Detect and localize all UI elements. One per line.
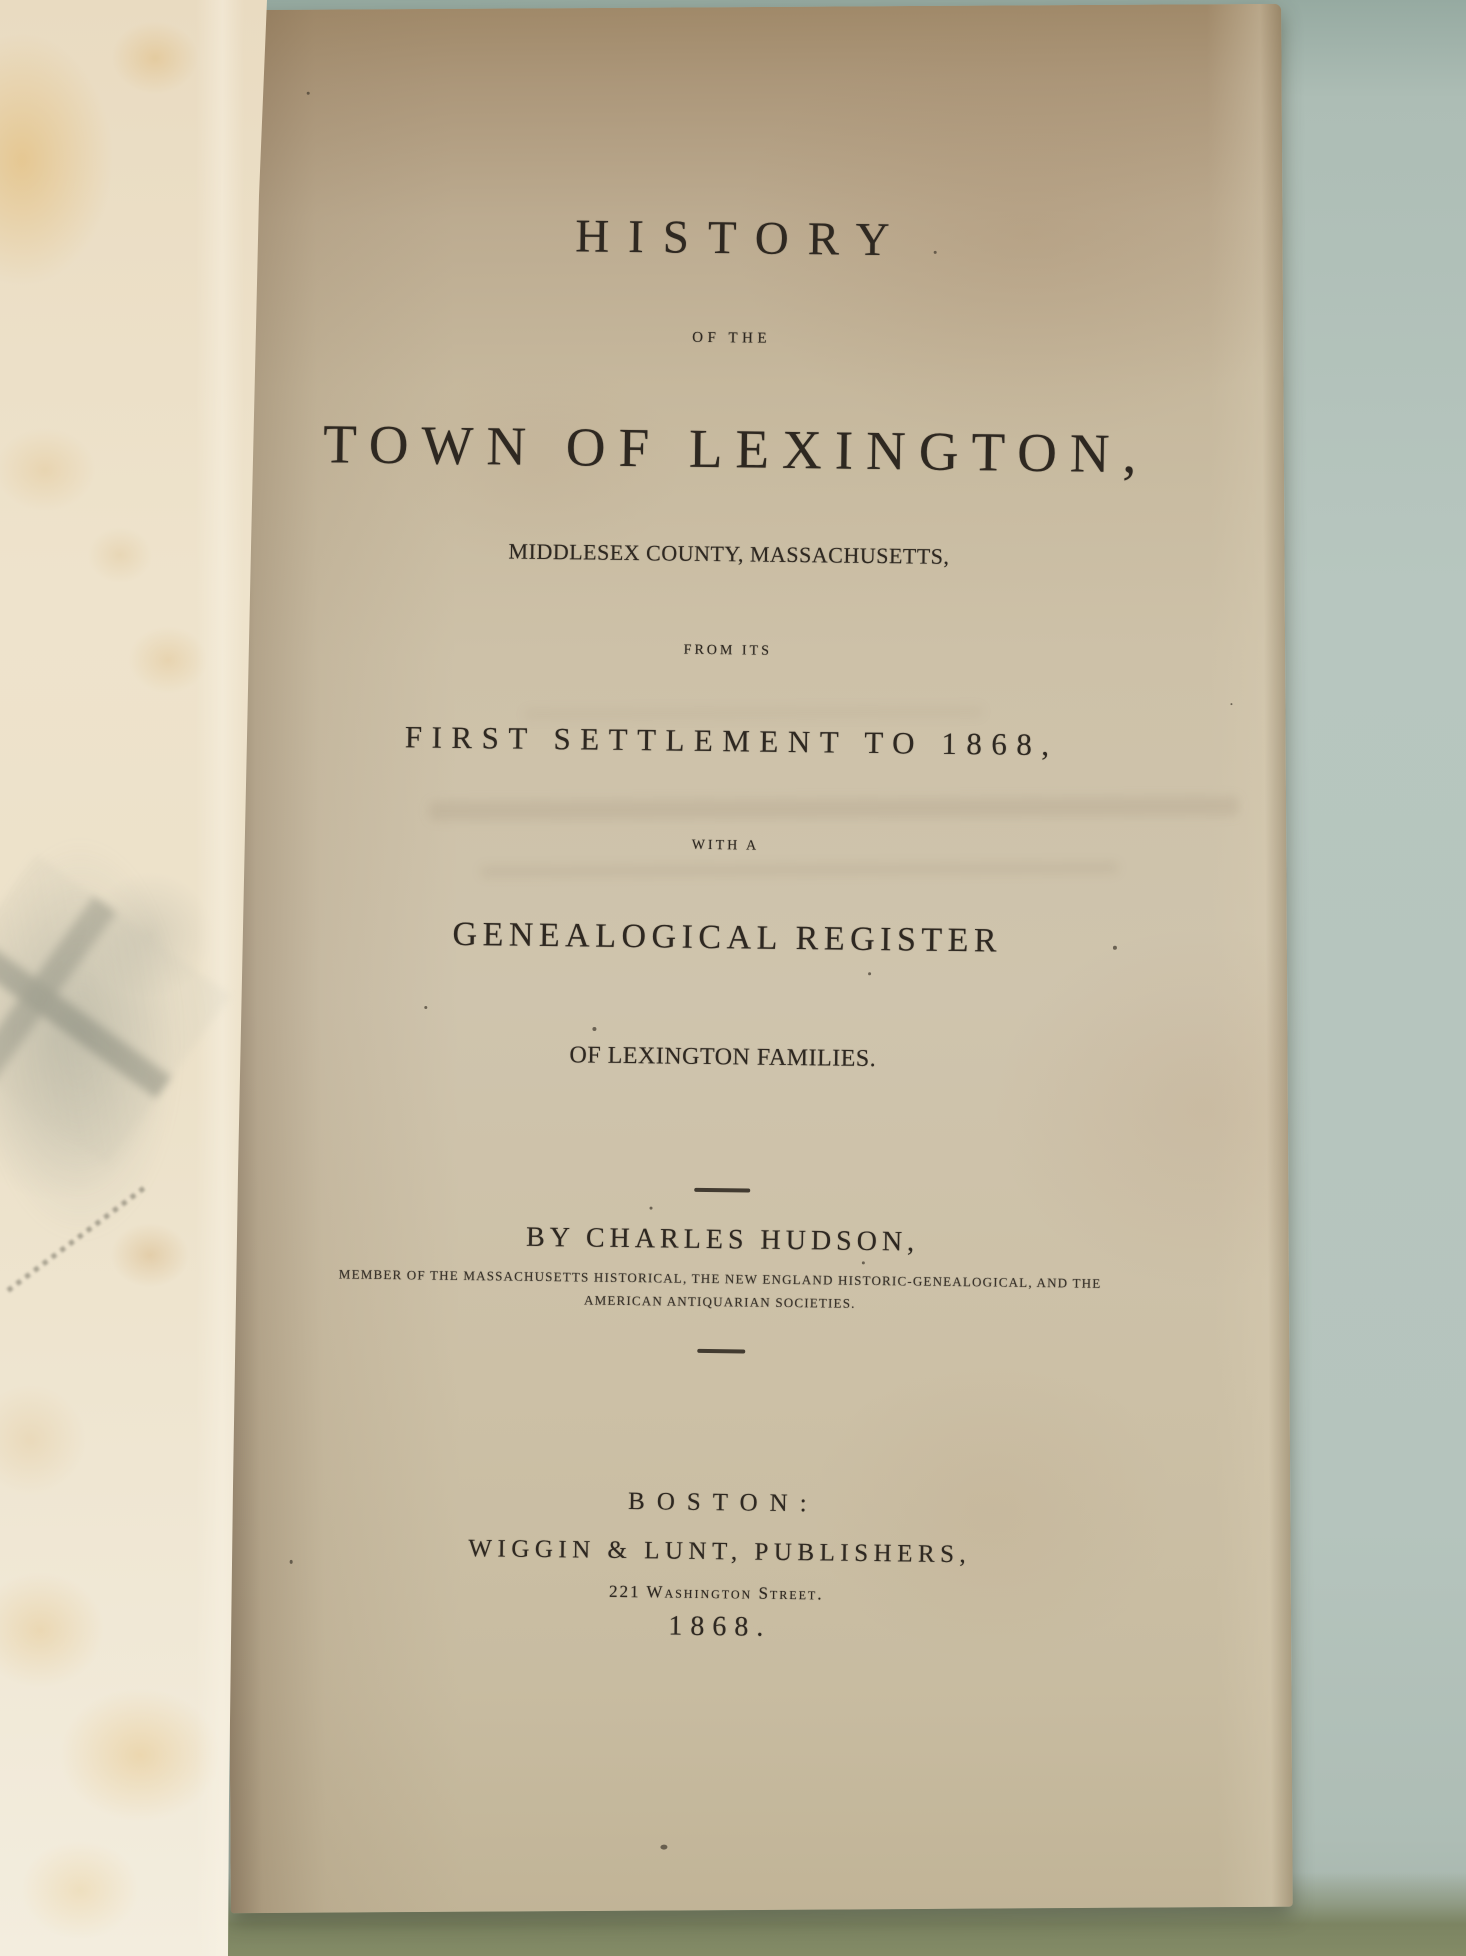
book-title-word: HISTORY (574, 210, 909, 267)
with-a-line: WITH A (691, 837, 760, 854)
paper-speck (1230, 703, 1232, 705)
author-affiliation-1: MEMBER OF THE MASSACHUSETTS HISTORICAL, THE NEW ENGLAND HISTORIC-GENEALOGICAL, AND THE (338, 1266, 1102, 1291)
register-line: GENEALOGICAL REGISTER (452, 915, 1003, 960)
author-byline: BY CHARLES HUDSON, (525, 1221, 920, 1258)
author-affiliation-2: AMERICAN ANTIQUARIAN SOCIETIES. (584, 1292, 856, 1311)
from-its-line: FROM ITS (683, 642, 773, 659)
imprint-year: 1868. (668, 1610, 772, 1643)
county-line: MIDDLESEX COUNTY, MASSACHUSETTS, (508, 538, 950, 569)
imprint-address: 221 Washington Street. (608, 1581, 824, 1604)
of-the-line: OF THE (692, 329, 772, 347)
title-page (219, 4, 1293, 1913)
title-page-text-block (222, 1, 1225, 1916)
book-title-main: TOWN OF LEXINGTON, (322, 413, 1150, 485)
frontispiece-leaf (0, 0, 270, 1956)
settlement-line: FIRST SETTLEMENT TO 1868, (404, 719, 1059, 763)
printers-rule (697, 1349, 745, 1354)
imprint-city: BOSTON: (627, 1488, 819, 1518)
printers-rule (694, 1188, 750, 1193)
families-line: OF LEXINGTON FAMILIES. (569, 1042, 877, 1073)
imprint-publisher: WIGGIN & LUNT, PUBLISHERS, (468, 1535, 972, 1569)
